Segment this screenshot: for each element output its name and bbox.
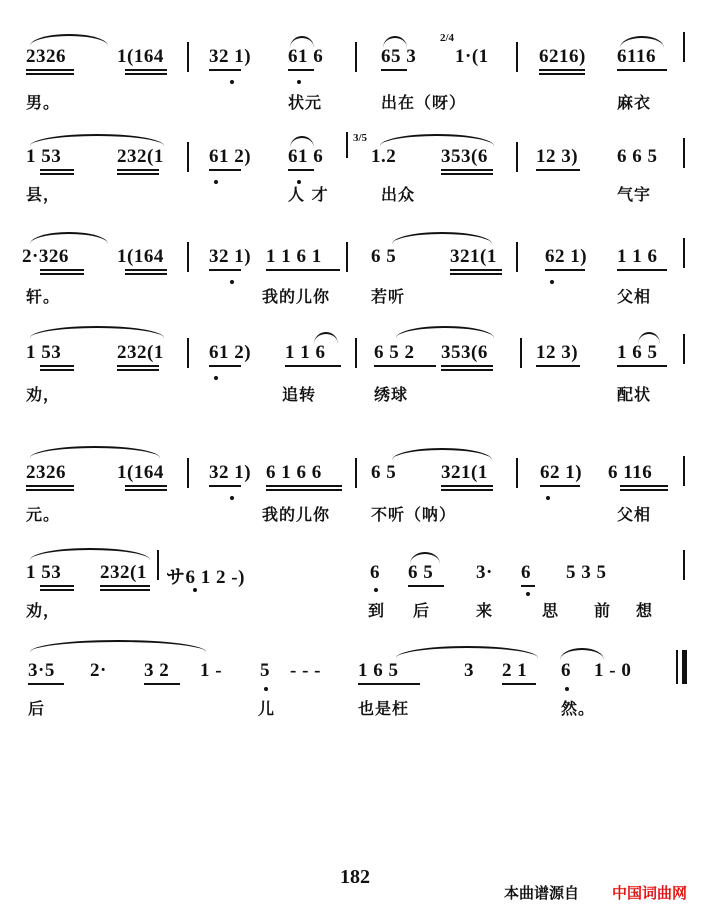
barline [187, 142, 189, 172]
note-group: 1 - [200, 660, 223, 681]
final-barline-thin [676, 650, 678, 684]
lyric: 男。 [26, 93, 61, 112]
barline [187, 338, 189, 368]
underline [125, 269, 167, 271]
underline [381, 69, 407, 71]
underline [40, 365, 74, 367]
note-group: 1 1 6 1 [266, 246, 322, 267]
underline [450, 273, 502, 275]
underline [408, 585, 444, 587]
underline [374, 365, 436, 367]
dot [230, 280, 234, 284]
barline [683, 32, 685, 62]
lyric: 父相 [617, 287, 652, 306]
underline [502, 683, 536, 685]
note-group: 32 1) [209, 46, 252, 67]
underline [521, 585, 535, 587]
barline [683, 334, 685, 364]
underline [40, 585, 74, 587]
underline [266, 485, 342, 487]
note-group: 32 1) [209, 462, 252, 483]
barline [683, 550, 685, 580]
note-group: 1 53 [26, 562, 62, 583]
lyric: 劝， [26, 601, 61, 620]
lyric: 前 [594, 601, 612, 620]
page-number: 182 [340, 866, 370, 888]
underline [26, 485, 74, 487]
underline [40, 173, 74, 175]
dot [546, 496, 550, 500]
time-mark: 3/5 [353, 132, 368, 144]
underline [620, 485, 668, 487]
note-group: 6 5 [408, 562, 434, 583]
underline [125, 489, 167, 491]
underline [441, 369, 493, 371]
note-group: 1(164 [117, 246, 164, 267]
note-group: 1(164 [117, 462, 164, 483]
underline [117, 173, 159, 175]
note-group: 232(1 [117, 146, 164, 167]
note-group: 61 2) [209, 146, 252, 167]
underline [125, 485, 167, 487]
note-group: 353(6 [441, 146, 488, 167]
footer-source-label: 本曲谱源自 [504, 884, 580, 902]
footer-site-name[interactable]: 中国词曲网 [612, 884, 688, 902]
lyric: 出众 [381, 185, 416, 204]
underline [441, 489, 493, 491]
lyric: 县， [26, 185, 61, 204]
dot [374, 588, 378, 592]
note-group: 6116 [617, 46, 656, 67]
note-group: 6 116 [608, 462, 653, 483]
underline [209, 485, 241, 487]
note-group: 32 1) [209, 246, 252, 267]
lyric: 我的儿你 [262, 505, 331, 524]
underline [539, 73, 585, 75]
time-mark: 2/4 [440, 32, 455, 44]
lyric: 状元 [288, 93, 323, 112]
lyric: 绣球 [374, 385, 409, 404]
underline [450, 269, 502, 271]
dot [214, 376, 218, 380]
lyric: 来 [476, 601, 494, 620]
note-group: 321(1 [441, 462, 488, 483]
underline [209, 69, 241, 71]
note-group: サ6 1 2 -) [166, 567, 245, 588]
note-group: 61 6 [288, 46, 324, 67]
underline [536, 169, 580, 171]
note-group: 12 3) [536, 146, 579, 167]
underline [266, 489, 342, 491]
underline [125, 73, 167, 75]
underline [100, 589, 150, 591]
dot [297, 80, 301, 84]
barline [516, 242, 518, 272]
lyric: 儿 [258, 699, 276, 718]
note-group: 6 [561, 660, 571, 681]
slur [392, 448, 492, 460]
underline [545, 269, 585, 271]
underline [358, 683, 420, 685]
lyric: 父相 [617, 505, 652, 524]
barline [187, 42, 189, 72]
barline [346, 242, 348, 272]
note-group: 353(6 [441, 342, 488, 363]
dot [526, 592, 530, 596]
underline [441, 365, 493, 367]
note-group: 61 6 [288, 146, 324, 167]
note-group: 1 53 [26, 146, 62, 167]
underline [144, 683, 180, 685]
note-group: 1·(1 [455, 46, 489, 67]
underline [26, 73, 74, 75]
underline [26, 69, 74, 71]
note-group: 2326 [26, 462, 66, 483]
note-group: 6 [370, 562, 380, 583]
lyric: 轩。 [26, 287, 61, 306]
lyric: 元。 [26, 505, 61, 524]
note-group: 6 5 2 [374, 342, 415, 363]
note-group: 2 1 [502, 660, 528, 681]
barline [157, 550, 159, 580]
underline [266, 269, 340, 271]
lyric: 若听 [371, 287, 406, 306]
slur [30, 548, 150, 560]
barline [355, 42, 357, 72]
underline [617, 69, 667, 71]
lyric: 劝， [26, 385, 61, 404]
barline [683, 456, 685, 486]
barline [187, 458, 189, 488]
slur [30, 640, 206, 652]
underline [617, 269, 667, 271]
lyric: 不听（呐） [371, 505, 457, 524]
note-group: 3 2 [144, 660, 170, 681]
note-group: 1 6 5 [358, 660, 399, 681]
slur [560, 648, 604, 660]
underline [539, 69, 585, 71]
note-group: 2· [90, 660, 107, 681]
underline [117, 369, 159, 371]
underline [125, 273, 167, 275]
note-group: 232(1 [117, 342, 164, 363]
note-group: 3· [476, 562, 493, 583]
final-barline-thick [682, 650, 687, 684]
note-group: 62 1) [545, 246, 588, 267]
barline [520, 338, 522, 368]
underline [100, 585, 150, 587]
dot [230, 496, 234, 500]
underline [209, 169, 241, 171]
note-group: 3 [464, 660, 474, 681]
underline [40, 169, 74, 171]
note-group: 5 [260, 660, 270, 681]
note-group: 1 1 6 [285, 342, 326, 363]
slur [30, 134, 164, 146]
slur [30, 446, 160, 458]
note-group: 6 5 [371, 462, 397, 483]
barline [187, 242, 189, 272]
underline [40, 589, 74, 591]
underline [28, 683, 64, 685]
barline [683, 138, 685, 168]
dot [565, 687, 569, 691]
note-group: 1 6 5 [617, 342, 658, 363]
lyric: 想 [636, 601, 654, 620]
lyric: 后 [413, 601, 431, 620]
underline [441, 173, 493, 175]
underline [117, 169, 159, 171]
note-group: 1.2 [371, 146, 397, 167]
barline [355, 338, 357, 368]
note-group: 5 3 5 [566, 562, 607, 583]
lyric: 也是枉 [358, 699, 410, 718]
underline [540, 485, 580, 487]
lyric: 我的儿你 [262, 287, 331, 306]
note-group: 1 1 6 [617, 246, 658, 267]
lyric: 追转 [282, 385, 317, 404]
note-group: 1 - 0 [594, 660, 632, 681]
barline [355, 458, 357, 488]
note-group: 1 53 [26, 342, 62, 363]
note-group: 232(1 [100, 562, 147, 583]
barline [516, 142, 518, 172]
underline [209, 269, 241, 271]
underline [441, 485, 493, 487]
lyric: 后 [28, 699, 46, 718]
underline [26, 489, 74, 491]
underline [125, 69, 167, 71]
note-group: 61 2) [209, 342, 252, 363]
underline [617, 365, 667, 367]
underline [40, 269, 84, 271]
underline [288, 69, 314, 71]
underline [40, 369, 74, 371]
lyric: 麻衣 [617, 93, 652, 112]
underline [209, 365, 241, 367]
slur [396, 326, 494, 338]
note-group: 12 3) [536, 342, 579, 363]
slur [392, 232, 492, 244]
lyric: 人 才 [288, 185, 329, 204]
note-group: 3·5 [28, 660, 55, 681]
dot [214, 180, 218, 184]
lyric: 出在（呀） [381, 93, 467, 112]
dot [550, 280, 554, 284]
note-group: 1(164 [117, 46, 164, 67]
lyric: 气宇 [617, 185, 652, 204]
lyric: 配状 [617, 385, 652, 404]
slur [396, 646, 538, 658]
slur [380, 134, 494, 146]
barline [346, 132, 348, 158]
barline [516, 458, 518, 488]
underline [536, 365, 580, 367]
note-group: 2326 [26, 46, 66, 67]
slur [30, 34, 108, 46]
barline [516, 42, 518, 72]
lyric: 到 [368, 601, 386, 620]
note-group: 2·326 [22, 246, 69, 267]
note-group: 6 [521, 562, 531, 583]
dot [264, 687, 268, 691]
dot [193, 588, 197, 592]
lyric: 然。 [561, 699, 596, 718]
underline [40, 273, 84, 275]
barline [683, 238, 685, 268]
lyric: 思 [542, 601, 560, 620]
note-group: 6 1 6 6 [266, 462, 322, 483]
underline [441, 169, 493, 171]
slur [30, 232, 108, 244]
note-group: 6 6 5 [617, 146, 658, 167]
note-group: 321(1 [450, 246, 497, 267]
note-group: 65 3 [381, 46, 417, 67]
note-group: - - - [290, 660, 321, 681]
underline [285, 365, 341, 367]
underline [117, 365, 159, 367]
dot [230, 80, 234, 84]
underline [288, 169, 314, 171]
note-group: 6 5 [371, 246, 397, 267]
note-group: 62 1) [540, 462, 583, 483]
slur [30, 326, 164, 338]
underline [620, 489, 668, 491]
note-group: 6216) [539, 46, 586, 67]
